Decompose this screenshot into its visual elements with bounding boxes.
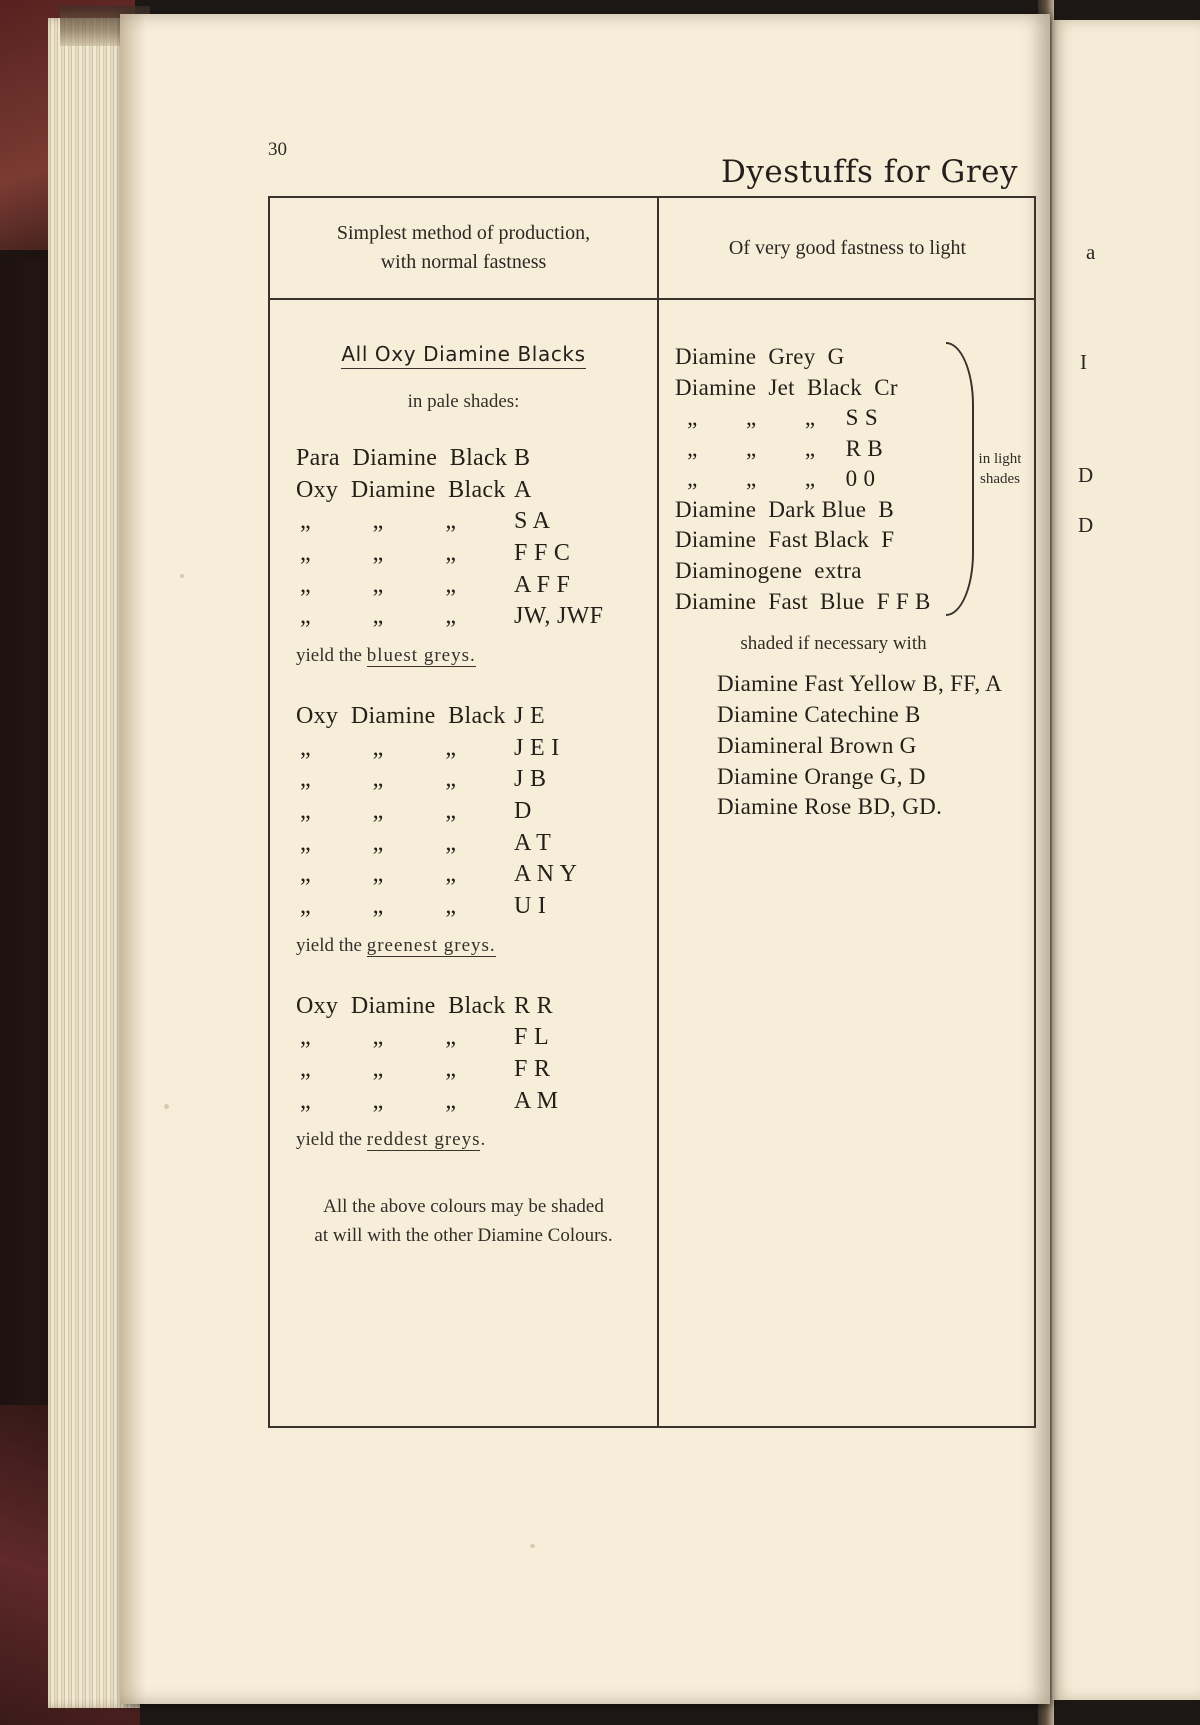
dye-row <box>296 538 631 570</box>
dye-row: Diamine Fast Yellow B, FF, A <box>717 671 1003 697</box>
ditto-mark: „ <box>300 1024 311 1051</box>
ditto-mark: „ <box>445 603 457 630</box>
facing-page-fragment-2: D <box>1078 463 1094 487</box>
spacer <box>296 957 631 991</box>
brace-bracket <box>946 342 974 616</box>
book-page <box>120 14 1050 1704</box>
brace-label <box>974 450 1026 489</box>
dye-name: Oxy Diamine Black <box>296 992 506 1019</box>
ditto-mark: „ <box>372 798 384 825</box>
ditto-mark: „ <box>445 571 457 598</box>
ditto-marks <box>296 796 514 828</box>
dye-code: A F F <box>514 571 571 598</box>
brace-label-line1: in light <box>978 451 1022 467</box>
yield-note-greenest <box>296 935 631 957</box>
dye-row <box>296 733 631 765</box>
dye-row <box>296 859 631 891</box>
ditto-mark: „ <box>300 603 311 630</box>
dye-code: F L <box>514 1024 549 1051</box>
yield-note-reddest <box>296 1129 631 1151</box>
ditto-mark: „ <box>445 861 457 888</box>
dye-code: R R <box>514 992 553 1019</box>
dye-row <box>296 991 631 1023</box>
ditto-mark: „ <box>300 829 311 856</box>
footnote <box>296 1193 631 1250</box>
dye-group-greenest <box>296 701 631 923</box>
dyestuff-table <box>268 196 1036 1428</box>
dye-name: Oxy Diamine Black <box>296 703 506 730</box>
dye-code: B <box>514 445 531 471</box>
ditto-mark: „ <box>445 508 457 535</box>
dye-row: „ „ „ S S <box>675 405 878 431</box>
paper-speck <box>180 574 184 578</box>
ditto-mark: „ <box>445 798 457 825</box>
yield-prefix: yield the <box>296 934 367 956</box>
ditto-mark: „ <box>372 1087 384 1114</box>
dye-row: Diamine Fast Blue F F B <box>675 588 931 614</box>
footnote-line2: at will with the other Diamine Colours. <box>314 1224 613 1246</box>
facing-page-fragment-3: D <box>1078 513 1094 537</box>
ditto-mark: „ <box>300 766 311 793</box>
ditto-mark: „ <box>300 508 311 535</box>
ditto-marks <box>296 1054 514 1086</box>
ditto-mark: „ <box>300 798 311 825</box>
paper-speck <box>164 1104 169 1109</box>
dye-row: Diamine Orange G, D <box>717 763 926 789</box>
ditto-mark: „ <box>372 540 384 567</box>
ditto-marks <box>296 859 514 891</box>
ditto-mark: „ <box>300 861 311 888</box>
dye-code: JW, JWF <box>514 603 604 630</box>
yield-emphasis: greenest greys. <box>366 934 496 956</box>
dye-code: A M <box>514 1087 559 1114</box>
ditto-mark: „ <box>372 861 384 888</box>
ditto-mark: „ <box>445 893 457 920</box>
yield-emphasis: reddest greys <box>366 1129 481 1151</box>
dye-code: A N Y <box>514 861 578 888</box>
dye-group-bluest <box>296 443 631 633</box>
ditto-mark: „ <box>372 766 384 793</box>
dye-code: A <box>514 476 532 503</box>
ditto-mark: „ <box>445 1087 457 1114</box>
running-head: Dyestuffs for Grey <box>720 154 1018 190</box>
yield-emphasis: bluest greys. <box>366 645 476 667</box>
dye-code: U I <box>514 893 547 920</box>
shading-note: shaded if necessary with <box>740 633 927 655</box>
dye-row <box>296 1022 631 1054</box>
ditto-marks <box>296 506 514 538</box>
ditto-mark: „ <box>300 1087 311 1114</box>
ditto-mark: „ <box>372 1024 384 1051</box>
dye-code: J B <box>514 766 547 793</box>
dye-name: Para Diamine Black <box>296 445 508 471</box>
dye-row <box>296 1086 631 1118</box>
ditto-mark: „ <box>372 603 384 630</box>
dye-code: D <box>514 798 532 825</box>
yield-prefix: yield the <box>296 1129 367 1151</box>
dye-row <box>296 443 631 475</box>
section-subtitle: in pale shades: <box>407 391 520 412</box>
ditto-mark: „ <box>372 734 384 761</box>
dye-name: Oxy Diamine Black <box>296 476 506 503</box>
dye-code: A T <box>514 829 552 856</box>
table-cell-left <box>270 298 657 1250</box>
dye-row: „ „ „ 0 0 <box>675 466 876 492</box>
dye-row <box>296 601 631 633</box>
dye-row: Diamine Dark Blue B <box>675 496 895 522</box>
column-header-left-line2: with normal fastness <box>380 251 547 273</box>
ditto-marks <box>296 1086 514 1118</box>
dye-row: Diamine Catechine B <box>717 702 921 728</box>
ditto-marks <box>296 1022 514 1054</box>
dye-code: F F C <box>514 540 571 567</box>
dye-row <box>296 1054 631 1086</box>
light-fast-dye-list <box>675 342 1026 617</box>
ditto-mark: „ <box>445 1024 457 1051</box>
footnote-line1: All the above colours may be shaded <box>323 1196 604 1218</box>
ditto-mark: „ <box>372 1056 384 1083</box>
dye-row <box>296 796 631 828</box>
ditto-marks <box>296 733 514 765</box>
spacer <box>296 667 631 701</box>
ditto-mark: „ <box>372 893 384 920</box>
dye-row <box>296 570 631 602</box>
paper-speck <box>530 1544 535 1548</box>
ditto-marks <box>296 601 514 633</box>
dye-row <box>296 828 631 860</box>
ditto-mark: „ <box>300 571 311 598</box>
ditto-mark: „ <box>372 829 384 856</box>
dye-row <box>296 475 631 507</box>
facing-page <box>1052 20 1200 1700</box>
dye-row <box>296 506 631 538</box>
dye-code: J E <box>514 703 545 730</box>
ditto-mark: „ <box>300 893 311 920</box>
ditto-mark: „ <box>300 540 311 567</box>
yield-note-bluest <box>296 645 631 667</box>
dye-code: F R <box>514 1056 551 1083</box>
dye-row <box>296 701 631 733</box>
table-cell-right <box>659 298 1036 823</box>
dye-row <box>296 764 631 796</box>
dye-row: Diamine Fast Black F <box>675 527 895 553</box>
dye-row <box>296 891 631 923</box>
facing-page-fragment-0: a <box>1086 240 1096 264</box>
dye-row: Diamine Rose BD, GD. <box>717 794 943 820</box>
column-header-right: Of very good fastness to light <box>728 236 967 259</box>
section-title: All Oxy Diamine Blacks <box>341 342 585 369</box>
ditto-mark: „ <box>445 766 457 793</box>
ditto-mark: „ <box>445 540 457 567</box>
yield-suffix: . <box>480 1129 486 1151</box>
dye-row: Diamineral Brown G <box>717 732 917 758</box>
page-number: 30 <box>268 139 287 160</box>
shading-dye-list <box>675 669 1026 823</box>
ditto-marks <box>296 764 514 796</box>
yield-prefix: yield the <box>296 645 367 667</box>
ditto-mark: „ <box>445 1056 457 1083</box>
dye-code: S A <box>514 508 551 535</box>
brace-label-line2: shades <box>980 470 1020 487</box>
ditto-mark: „ <box>445 734 457 761</box>
ditto-mark: „ <box>372 571 384 598</box>
ditto-mark: „ <box>445 829 457 856</box>
ditto-mark: „ <box>372 508 384 535</box>
column-header-left-line1: Simplest method of production, <box>336 222 591 244</box>
ditto-marks <box>296 538 514 570</box>
ditto-marks <box>296 828 514 860</box>
ditto-mark: „ <box>300 734 311 761</box>
ditto-marks <box>296 891 514 923</box>
dye-code: J E I <box>514 734 560 761</box>
dye-row: „ „ „ R B <box>675 435 884 461</box>
dye-row: Diaminogene extra <box>675 558 862 584</box>
facing-page-fragment-1: I <box>1080 350 1087 374</box>
ditto-marks <box>296 570 514 602</box>
column-header-left <box>270 198 657 298</box>
dye-group-reddest <box>296 991 631 1118</box>
dye-row: Diamine Grey G <box>675 344 845 369</box>
ditto-mark: „ <box>300 1056 311 1083</box>
dye-row: Diamine Jet Black Cr <box>675 374 898 400</box>
